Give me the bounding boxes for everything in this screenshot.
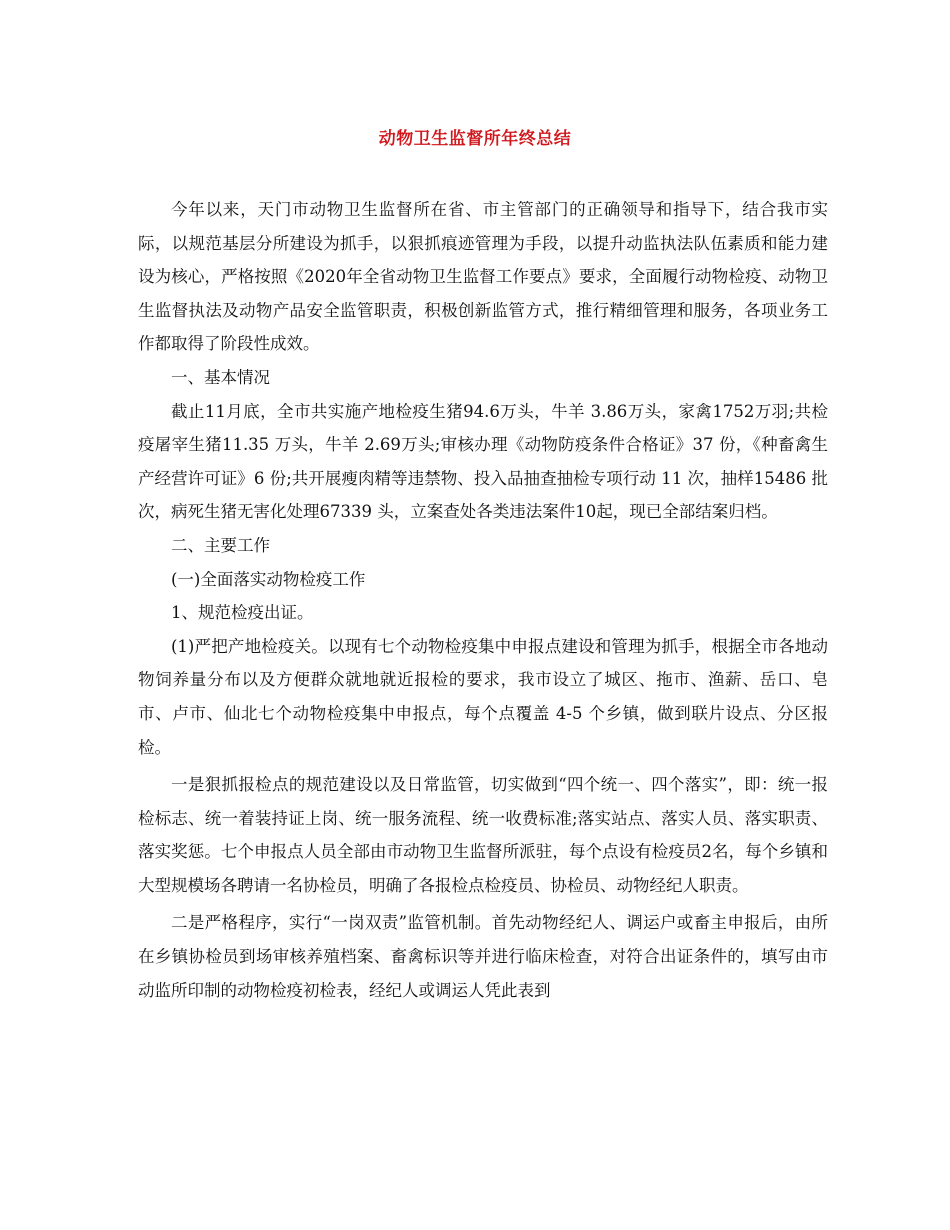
section-heading-basic: 一、基本情况 <box>171 367 270 387</box>
paragraph-point-two: 二是严格程序，实行“一岗双责”监管机制。首先动物经纪人、调运户或畜主申报后，由所在乡镇协检员到场审核养殖档案、畜禽标识等并进行临床检查，对符合出证条件的，填写由市动监所印制的动物检疫初检表，经纪人或调运人凭此表到 <box>138 913 828 1000</box>
paragraph-origin-quarantine: (1)严把产地检疫关。以现有七个动物检疫集中申报点建设和管理为抓手，根据全市各地动物饲养量分布以及方便群众就地就近报检的要求，我市设立了城区、拖市、渔薪、岳口、皂市、卢市、仙北七个动物检疫集中申报点，每个点覆盖 4-5 个乡镇，做到联片设点、分区报检。 <box>138 636 828 757</box>
item-heading-certification: 1、规范检疫出证。 <box>171 603 314 623</box>
subsection-heading-quarantine: (一)全面落实动物检疫工作 <box>171 569 366 589</box>
document-title: 动物卫生监督所年终总结 <box>378 129 572 149</box>
paragraph-basic-situation: 截止11月底，全市共实施产地检疫生猪94.6万头，牛羊 3.86万头，家禽1752万羽;共检疫屠宰生猪11.35 万头，牛羊 2.69万头;审核办理《动物防疫条件合格证》37 份，《种畜禽生产经营许可证》6 份;共开展瘦肉精等违禁物、投入品抽查抽检专项行动 11 次，抽样15486 批次，病死生猪无害化处理67339 头，立案查处各类违法案件10起，现已全部结案归档。 <box>138 401 828 522</box>
paragraph-point-one: 一是狠抓报检点的规范建设以及日常监管，切实做到“四个统一、四个落实”，即：统一报检标志、统一着装持证上岗、统一服务流程、统一收费标准;落实站点、落实人员、落实职责、落实奖惩。七个申报点人员全部由市动物卫生监督所派驻，每个点设有检疫员2名，每个乡镇和大型规模场各聘请一名协检员，明确了各报检点检疫员、协检员、动物经纪人职责。 <box>138 775 828 895</box>
document-body <box>138 193 828 1007</box>
paragraph-intro: 今年以来，天门市动物卫生监督所在省、市主管部门的正确领导和指导下，结合我市实际，以规范基层分所建设为抓手，以狠抓痕迹管理为手段，以提升动监执法队伍素质和能力建设为核心，严格按照《2020年全省动物卫生监督工作要点》要求，全面履行动物检疫、动物卫生监督执法及动物产品安全监管职责，积极创新监管方式，推行精细管理和服务，各项业务工作都取得了阶段性成效。 <box>138 200 828 354</box>
section-heading-main-work: 二、主要工作 <box>171 535 270 555</box>
